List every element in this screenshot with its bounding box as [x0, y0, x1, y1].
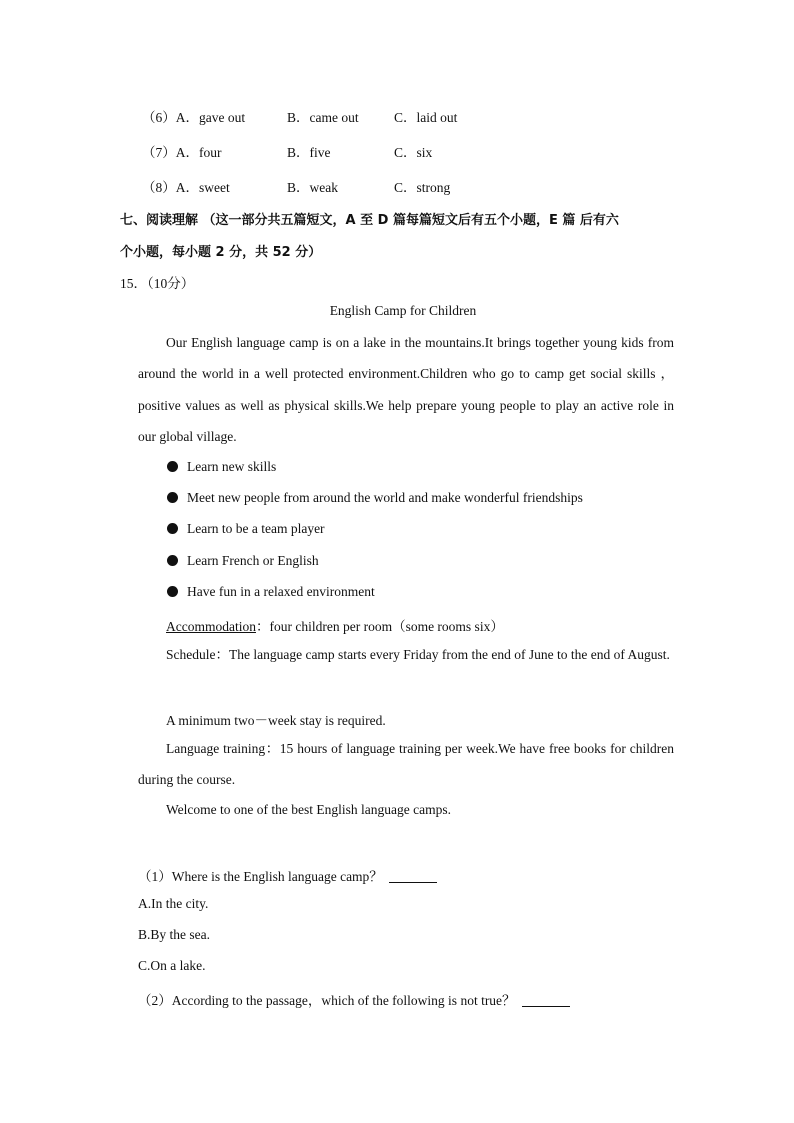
option-7-b: B．five [287, 145, 331, 160]
q1-option-b: B.By the sea. [138, 927, 210, 942]
schedule-text: Schedule：The language camp starts every Friday from the end of June to the end of August. [166, 647, 670, 662]
answer-blank-2[interactable] [522, 994, 570, 1007]
accommodation-text: ：four children per room（some rooms six） [255, 619, 504, 634]
bullet-item-3: Learn to be a team player [167, 521, 325, 537]
bullet-item-5: Have fun in a relaxed environment [167, 584, 375, 600]
option-7-c: C．six [394, 145, 433, 160]
bullet-item-4: Learn French or English [167, 553, 319, 569]
bullet-icon [167, 523, 178, 534]
option-7-a: （7）A．four [142, 145, 222, 160]
question-2-text: （2）According to the passage，which of the following is not true？ [138, 993, 516, 1008]
question-1 [138, 865, 437, 885]
option-8-a: （8）A．sweet [142, 180, 230, 195]
training-text: Language training：15 hours of language training per week.We have free books for children during the course. [138, 741, 674, 788]
accommodation-line [166, 615, 504, 635]
bullet-icon [167, 555, 178, 566]
training-paragraph [138, 733, 674, 796]
question-number: 15．（10分） [120, 276, 195, 291]
passage-title: English Camp for Children [329, 303, 477, 318]
option-8-b: B．weak [287, 180, 338, 195]
accommodation-label: Accommodation [166, 619, 256, 634]
schedule-paragraph [138, 639, 674, 670]
bullet-item-2: Meet new people from around the world and make wonderful friendships [167, 490, 583, 506]
option-6-c: C．laid out [394, 110, 458, 125]
minimum-stay-text: A minimum two－week stay is required. [166, 713, 386, 728]
question-1-text: （1）Where is the English language camp？ [138, 869, 383, 884]
section-heading-line2: 个小题，每小题 2 分，共 52 分） [120, 245, 322, 260]
bullet-icon [167, 461, 178, 472]
question-2 [138, 989, 570, 1009]
q1-option-a: A.In the city. [138, 896, 209, 911]
q1-option-c: C.On a lake. [138, 958, 206, 973]
section-heading-line1: 七、阅读理解 （这一部分共五篇短文，A 至 D 篇每篇短文后有五个小题，E 篇 后有六 [120, 213, 619, 228]
answer-blank-1[interactable] [389, 870, 437, 883]
option-6-b: B．came out [287, 110, 359, 125]
bullet-icon [167, 492, 178, 503]
passage-intro-text: Our English language camp is on a lake in the mountains.It brings together young kids from around the world in a well protected environment.Children who go to camp get social skills ，positive values as well as physical skills.We help prepare young people to play an active role in our global village. [138, 335, 674, 444]
bullet-icon [167, 586, 178, 597]
passage-intro [138, 327, 674, 452]
option-6-a: （6）A．gave out [142, 110, 246, 125]
bullet-item-1: Learn new skills [167, 459, 276, 475]
option-8-c: C．strong [394, 180, 451, 195]
welcome-text: Welcome to one of the best English language camps. [166, 802, 451, 817]
